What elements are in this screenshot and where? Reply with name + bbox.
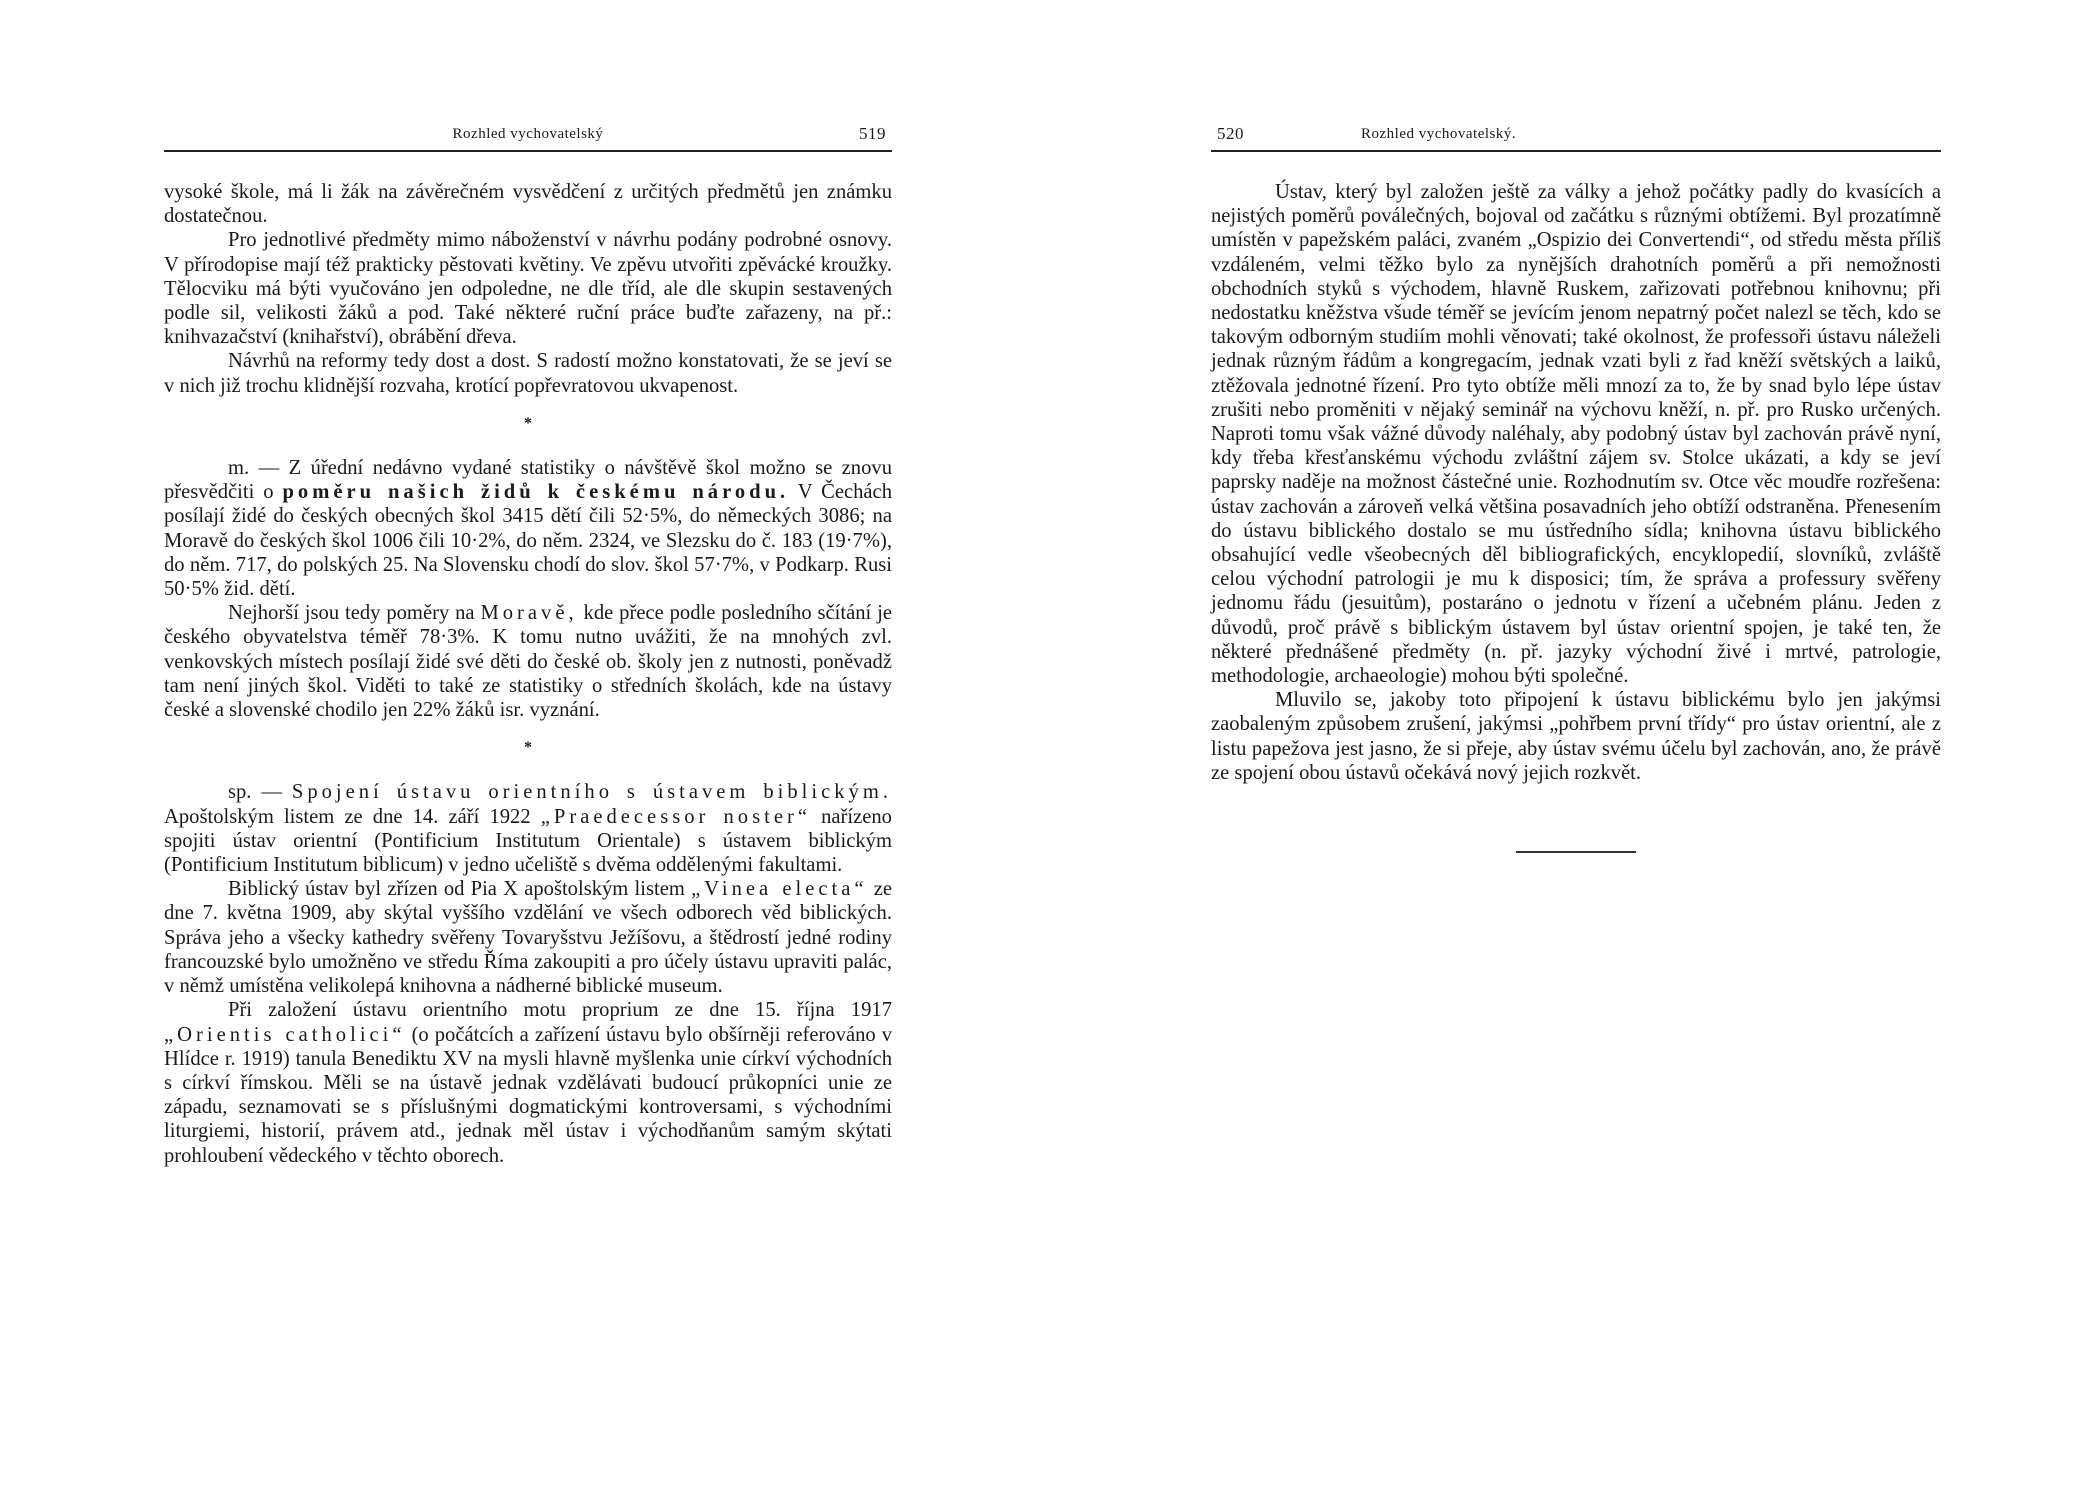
section-title: Spojení ústavu orientního s ústavem biblickým. xyxy=(291,781,893,804)
paragraph xyxy=(164,601,892,722)
text: Apoštolským listem ze dne 14. září 1922 xyxy=(164,805,531,828)
paragraph: Ústav, který byl založen ještě za války a jehož počátky padly do kvasících a nejistých poměrů poválečných, bojoval od začátku s různými obtížemi. Byl prozatímně umístěn v papežském paláci, zvaném „Ospizio dei Convertendi“, od středu města příliš vzdáleném, velmi těžko bylo za nynějších drahotních poměrů a při nemožnosti obchodních styků s východem, hlavně Ruskem, zařizovati potřebnou knihovnu; při nedostatku kněžstva všude téměř se jevícím jenom nepatrný počet nalezl se těch, kdo se takovým odborným studiím mohli věnovati; také okolnost, že professoři ústavu náleželi jednak různým řádům a kongregacím, jednak vzati byli z řad kněží světských a laiků, ztěžovala jednotné řízení. Pro tyto obtíže měli mnozí za to, že by snad bylo lépe ústav zrušiti nebo proměniti v nějaký seminář na výchovu kněží, n. př. pro Rusko určených. Naproti tomu však vážné důvody naléhaly, aby podobný ústav byl zachován právě nyní, kdy třeba křesťanskému východu zvláštní zájem sv. Stolce ukázati, a kdy se jeví paprsky naděje na možnost částečné unie. Rozhodnutím sv. Otce věc moudře rozřešena: ústav zachován a zároveň velká většina posavadních jeho obtíží odstraněna. Přenesením do ústavu biblického dostalo se mu ústředního sídla; knihovna ústavu biblického obsahující vedle všeobecných děl bibliografických, encyklopedií, slovníků, zvláště celou východní patrologii je mu k disposici; tím, že správa a professury svěřeny jednomu řádu (jesuitům), postaráno o jednotu v řízení a učebném plánu. Jeden z důvodů, proč právě s biblickým ústavem byl ústav orientní spojen, je také ten, že některé přednášené předměty (n. př. jazyky východní živé i mrtvé, patrologie, methodologie, archaeologie) mohou býti společné. xyxy=(1211,181,1941,688)
right-page-body xyxy=(1211,180,1941,859)
paragraph: Pro jednotlivé předměty mimo náboženství v návrhu podány podrobné osnovy. V přírodopise mají též prakticky pěstovati květiny. Ve zpěvu utvořiti zpěvácké kroužky. Tělocviku má býti vyučováno jen odpoledne, ne dle tříd, ale dle skupin sestavených podle sil, velikosti žáků a pod. Také některé ruční práce buďte zařazeny, na př.: knihvazačství (knihařství), obrábění dřeva. xyxy=(164,229,892,349)
end-rule xyxy=(1211,835,1941,859)
text: ze dne 7. května 1909, aby skýtal vyššího vzdělání ve všech odborech věd biblických. Správa jeho a všecky kathedry svěřeny Tovaryšstvu Ježíšovu, a štědrostí jedné rodiny francouzské bylo umožněno ve středu Říma zakoupiti a pro účely ústavu upraviti palác, v němž umístěna velikolepá knihovna a nádherné biblické museum. xyxy=(164,878,892,998)
section-divider-star: * xyxy=(524,414,532,432)
text: kde přece podle posledního sčítání je českého obyvatelstva téměř 78·3%. K tomu nutno uvážiti, že na mnohých zvl. venkovských místech posílají židé své děti do české ob. školy jen z nutnosti, poněvadž tam není jiných škol. Viděti to také ze statistiky o středních školách, kde na ústavy české a slovenské chodilo jen 22% žáků isr. vyznání. xyxy=(164,602,892,722)
left-header-title: Rozhled vychovatelský xyxy=(452,126,604,142)
left-page-body xyxy=(164,180,892,1168)
text: V Čechách posílají židé do českých obecných škol 3415 dětí čili 52·5%, do německých 3086; na Moravě do českých škol 1006 čili 10·2%, do něm. 2324, ve Slezsku do č. 183 (19·7%), do něm. 717, do polských 25. Na Slovensku chodí do slov. škol 57·7%, v Podkarp. Rusi 50·5% žid. dětí. xyxy=(164,481,892,601)
right-header-title: Rozhled vychovatelský. xyxy=(1361,126,1517,142)
paragraph: Návrhů na reformy tedy dost a dost. S radostí možno konstatovati, že se jeví se v nich již trochu klidnější rozvaha, krotící popřevratovou ukvapenost. xyxy=(164,350,892,397)
emphasis: poměru našich židů k českému národu. xyxy=(282,481,790,504)
text: Biblický ústav byl zřízen od Pia X apoštolským listem xyxy=(228,878,685,901)
paragraph-sp xyxy=(164,780,892,877)
section-mark: m. xyxy=(228,457,250,480)
paragraph xyxy=(164,998,892,1167)
paragraph: vysoké škole, má li žák na závěrečném vysvědčení z určitých předmětů jen známku dostatečnou. xyxy=(164,181,892,228)
emphasis: Moravě, xyxy=(480,602,578,625)
emphasis: „Orientis catholici“ xyxy=(164,1023,406,1046)
section-divider-star: * xyxy=(524,739,532,757)
text: (o počátcích a zařízení ústavu bylo obšírněji referováno v Hlídce r. 1919) tanula Benediktu XV na mysli hlavně myšlenka unie církví východních s církví římskou. Měli se na ústavě jednak vzdělávati budoucí průkopníci unie ze západu, seznamovati se s příslušnými dogmatickými kontroversami, s východními liturgiemi, historií, právem atd., jednak měl ústav i východňanům samým skýtati prohloubení vědeckého v těchto oborech. xyxy=(164,1023,892,1167)
left-page-number: 519 xyxy=(859,124,886,143)
text: — Z úřední nedávno vydané statistiky o návštěvě škol možno se znovu přesvědčiti o xyxy=(164,457,892,504)
text: Při založení ústavu orientního motu proprium ze dne 15. října 1917 xyxy=(228,999,892,1022)
text: — xyxy=(261,781,282,804)
emphasis: „Praedecessor noster“ xyxy=(540,805,811,828)
paragraph xyxy=(164,877,892,998)
emphasis: „Vinea electa“ xyxy=(691,878,868,901)
right-running-header xyxy=(1211,126,1941,152)
paragraph-m xyxy=(164,456,892,601)
section-mark: sp. xyxy=(228,781,252,804)
paragraph: Mluvilo se, jakoby toto připojení k ústavu biblickému bylo jen jakýmsi zaobaleným způsobem zrušení, jakýmsi „pohřbem první třídy“ pro ústav orientní, ale z listu papežova jest jasno, že si přeje, aby ústav svému účelu byl zachován, ano, že právě ze spojení obou ústavů očekává nový jejich rozkvět. xyxy=(1211,689,1941,784)
text: nařízeno spojiti ústav orientní (Pontificium Institutum Orientale) s ústavem biblickým (Pontificium Institutum biblicum) v jedno učeliště s dvěma oddělenými fakultami. xyxy=(164,805,892,877)
text: Nejhorší jsou tedy poměry na xyxy=(228,602,475,625)
right-page-number: 520 xyxy=(1217,124,1244,143)
left-running-header xyxy=(164,126,892,152)
